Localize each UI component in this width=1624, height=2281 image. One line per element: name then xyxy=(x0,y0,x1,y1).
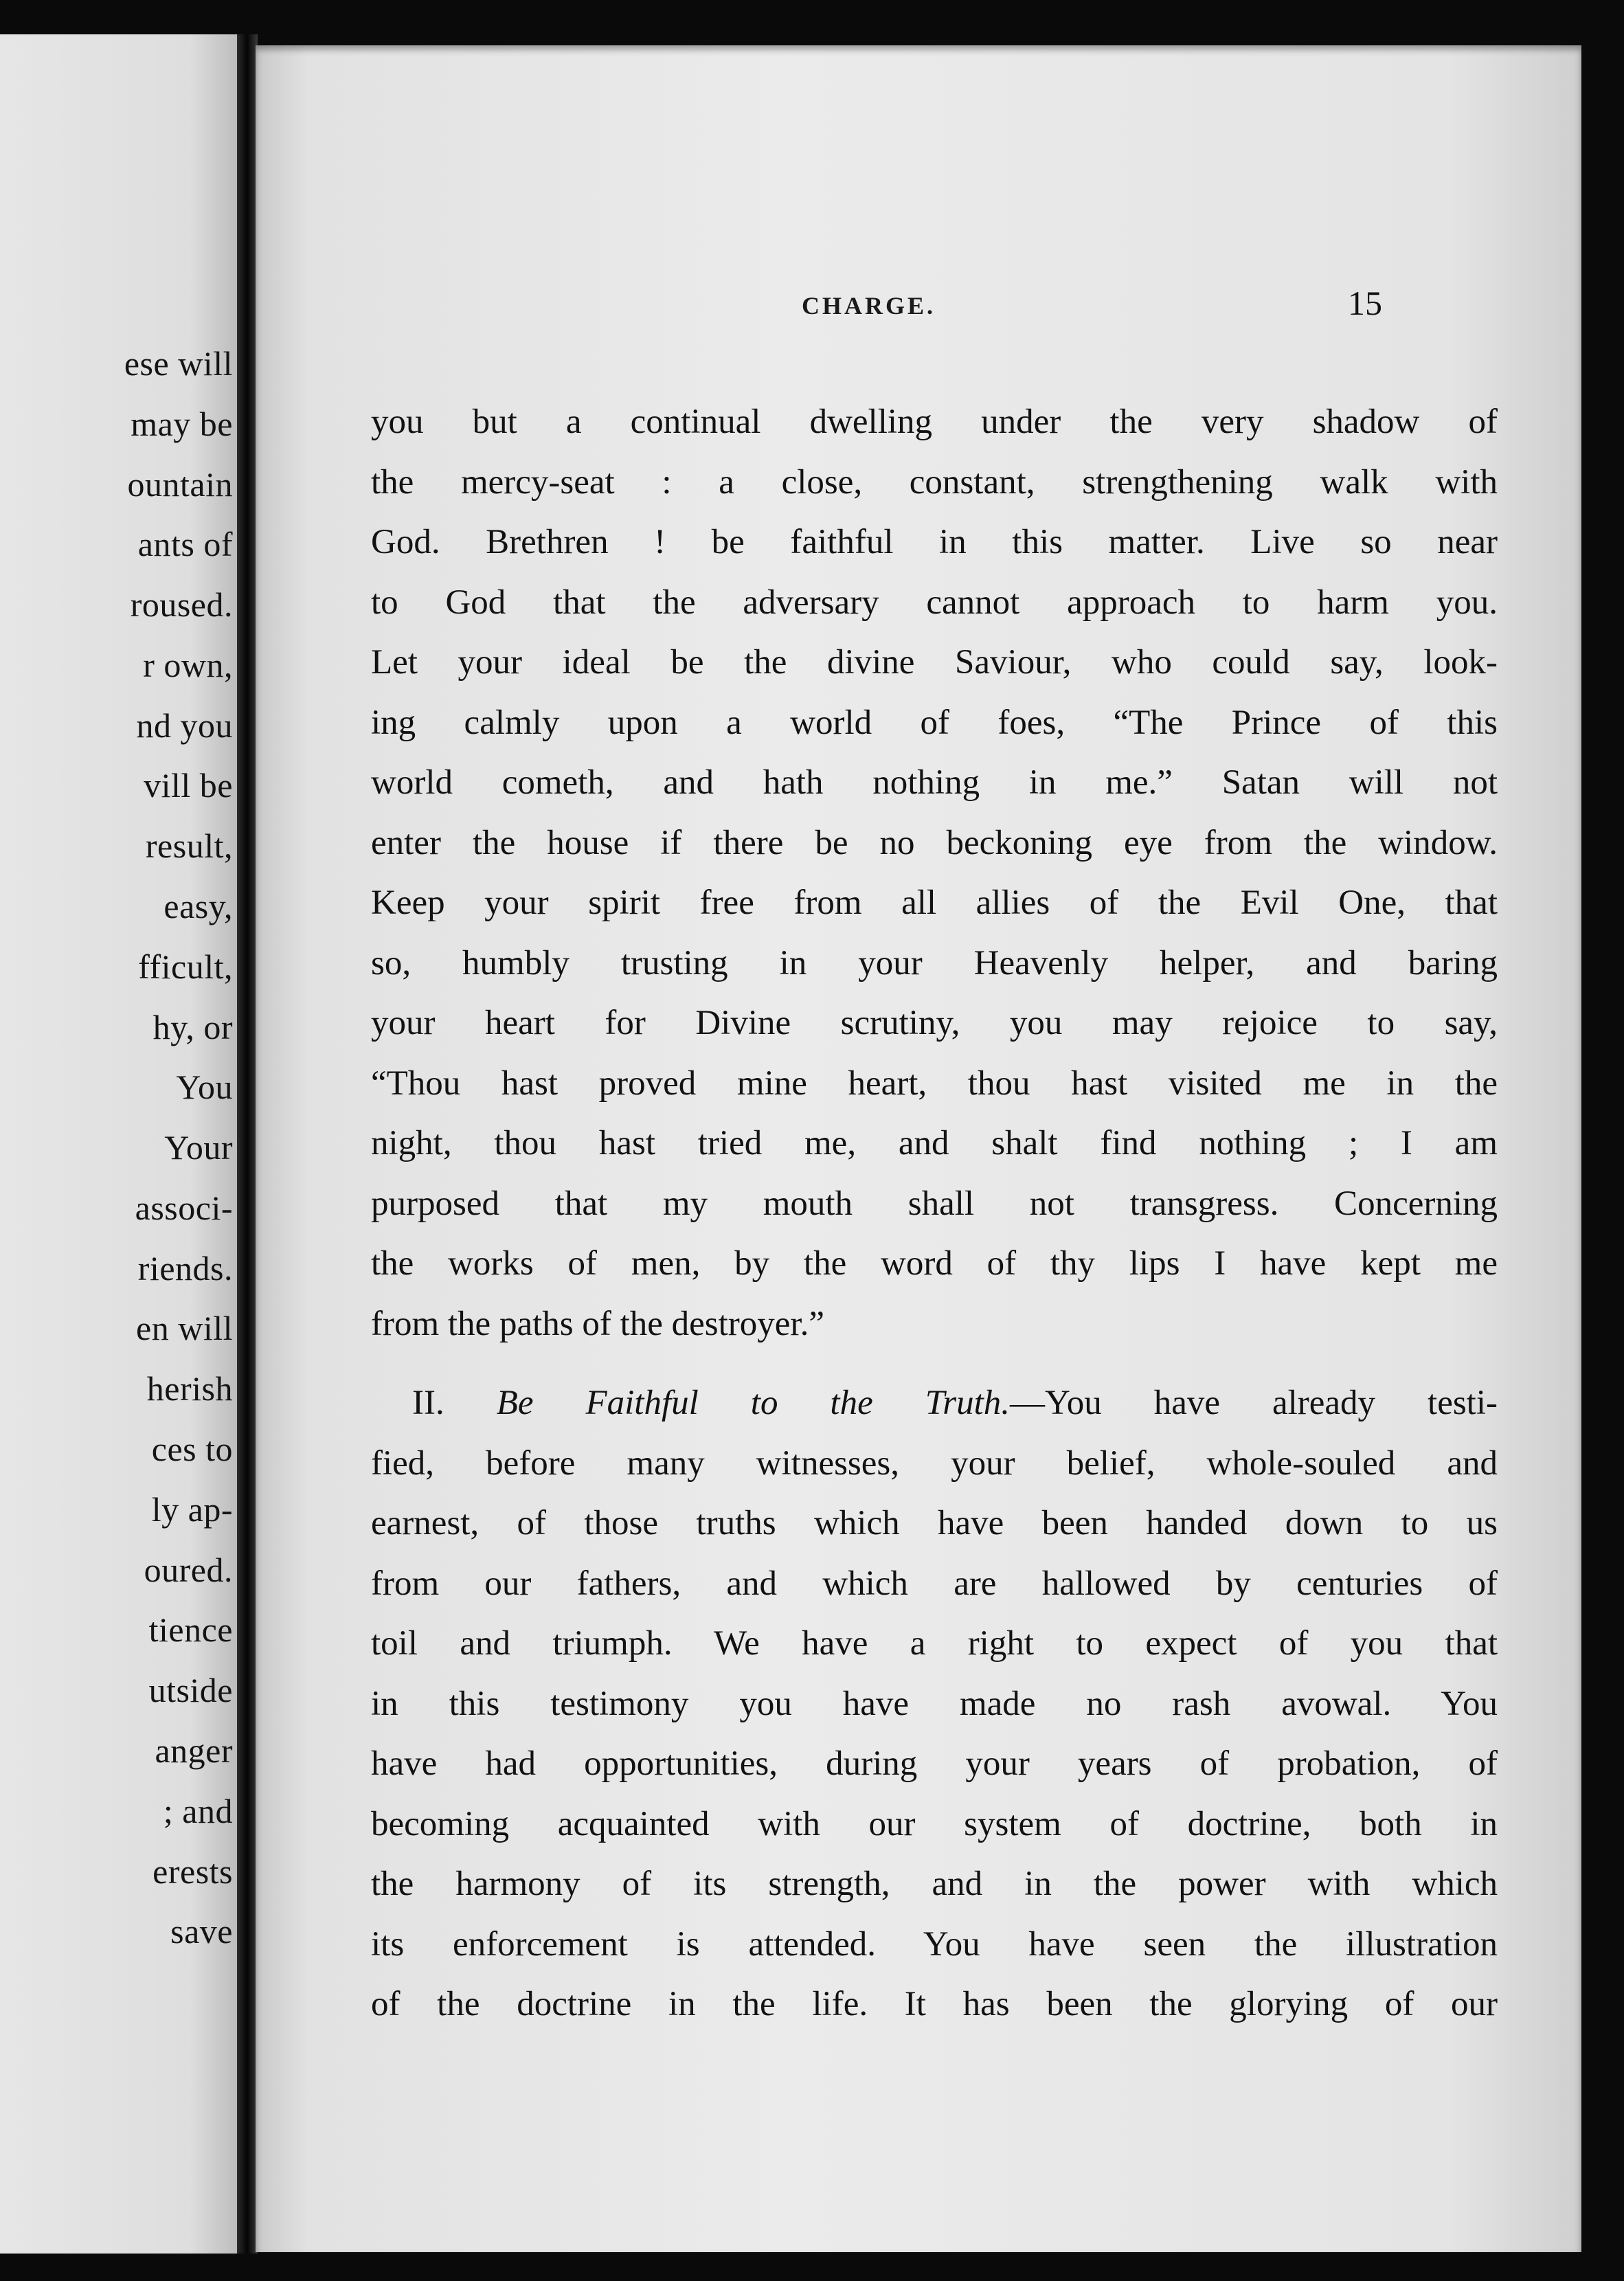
facing-page-text-fragment: save xyxy=(170,1912,233,1951)
facing-page-text-fragment: ountain xyxy=(127,464,233,504)
text-line: of the doctrine in the life. It has been the glorying of our xyxy=(371,1985,1498,2023)
facing-page-text-fragment: ; and xyxy=(163,1791,233,1830)
text-line: Let your ideal be the divine Saviour, who could say, look- xyxy=(371,643,1498,682)
text-line: God. Brethren ! be faithful in this matter. Live so near xyxy=(371,523,1498,561)
paragraph-1 xyxy=(371,392,1498,1354)
text-line: have had opportunities, during your years of probation, of xyxy=(371,1744,1498,1783)
facing-page-text-fragment: easy, xyxy=(163,887,233,926)
text-line: becoming acquainted with our system of doctrine, both in xyxy=(371,1804,1498,1843)
facing-page-text-fragment: erests xyxy=(153,1852,233,1891)
text-line: purposed that my mouth shall not transgress. Concerning xyxy=(371,1184,1498,1223)
text-line: earnest, of those truths which have been handed down to us xyxy=(371,1504,1498,1542)
text-line: the works of men, by the word of thy lips I have kept me xyxy=(371,1244,1498,1283)
facing-page-text-fragment: Your xyxy=(164,1128,233,1167)
facing-page-text-fragment: ly ap- xyxy=(151,1490,233,1529)
text-line: night, thou hast tried me, and shalt find nothing ; I am xyxy=(371,1124,1498,1162)
facing-page-text-fragment: hy, or xyxy=(153,1007,233,1046)
text-line: the harmony of its strength, and in the power with which xyxy=(371,1865,1498,1903)
body-text xyxy=(371,392,1498,2035)
text-line: Keep your spirit free from all allies of the Evil One, that xyxy=(371,884,1498,922)
facing-page-text-fragment: nd you xyxy=(136,706,233,745)
text-line: the mercy-seat : a close, constant, strengthening walk with xyxy=(371,462,1498,502)
text-line: from the paths of the destroyer.” xyxy=(371,1304,824,1343)
text-line: so, humbly trusting in your Heavenly helper, and baring xyxy=(371,943,1498,982)
section-first-line-text: —You have already testi- xyxy=(1010,1384,1498,1422)
facing-page-text-fragment: roused. xyxy=(130,585,233,625)
book-page xyxy=(256,45,1581,2252)
facing-page-text-fragment: ese will xyxy=(124,344,233,383)
section-heading-line xyxy=(371,1373,1498,1434)
paragraph-2 xyxy=(371,1373,1498,2035)
text-line: world cometh, and hath nothing in me.” Satan will not xyxy=(371,763,1498,802)
facing-page-text-fragment: utside xyxy=(148,1671,233,1710)
facing-page-text-fragment: riends. xyxy=(137,1248,233,1288)
text-line: enter the house if there be no beckoning eye from the window. xyxy=(371,823,1498,862)
text-line: you but a continual dwelling under the very shadow of xyxy=(371,403,1498,441)
page-number: 15 xyxy=(1348,284,1382,322)
facing-page-text-fragment: ants of xyxy=(137,525,233,564)
facing-page-text-fragment: herish xyxy=(146,1369,233,1408)
running-title: CHARGE. xyxy=(802,292,936,319)
running-head xyxy=(256,279,1581,334)
paragraph-spacer xyxy=(371,1354,1498,1373)
facing-page-left xyxy=(0,34,237,2254)
facing-page-text-fragment: vill be xyxy=(144,766,233,805)
facing-page-text-fragment: ces to xyxy=(151,1430,233,1469)
facing-page-text-fragment: result, xyxy=(145,827,233,866)
section-heading: Be Faithful to the Truth. xyxy=(496,1384,1011,1422)
facing-page-text-fragment: tience xyxy=(148,1610,233,1650)
facing-page-text-fragment: oured. xyxy=(144,1550,233,1589)
facing-page-text-fragment: associ- xyxy=(135,1188,233,1227)
section-number: II. xyxy=(412,1384,444,1422)
text-line: to God that the adversary cannot approach to harm you. xyxy=(371,583,1498,622)
text-line: toil and triumph. We have a right to expect of you that xyxy=(371,1624,1498,1663)
text-line: fied, before many witnesses, your belief, whole-souled and xyxy=(371,1443,1498,1483)
facing-page-text-fragment: You xyxy=(176,1068,233,1107)
text-line: from our fathers, and which are hallowed by centuries of xyxy=(371,1564,1498,1603)
facing-page-text-fragment: en will xyxy=(136,1309,233,1348)
text-line: in this testimony you have made no rash avowal. You xyxy=(371,1684,1498,1723)
book-gutter xyxy=(237,34,258,2254)
facing-page-text-fragment: anger xyxy=(155,1731,233,1770)
text-line: your heart for Divine scrutiny, you may rejoice to say, xyxy=(371,1004,1498,1042)
text-line: its enforcement is attended. You have seen the illustration xyxy=(371,1924,1498,1964)
facing-page-text-fragment: fficult, xyxy=(138,947,233,986)
facing-page-text-fragment: may be xyxy=(131,404,233,443)
text-line: “Thou hast proved mine heart, thou hast visited me in the xyxy=(371,1064,1498,1103)
facing-page-text-fragment: r own, xyxy=(143,645,233,684)
text-line: ing calmly upon a world of foes, “The Prince of this xyxy=(371,703,1498,742)
